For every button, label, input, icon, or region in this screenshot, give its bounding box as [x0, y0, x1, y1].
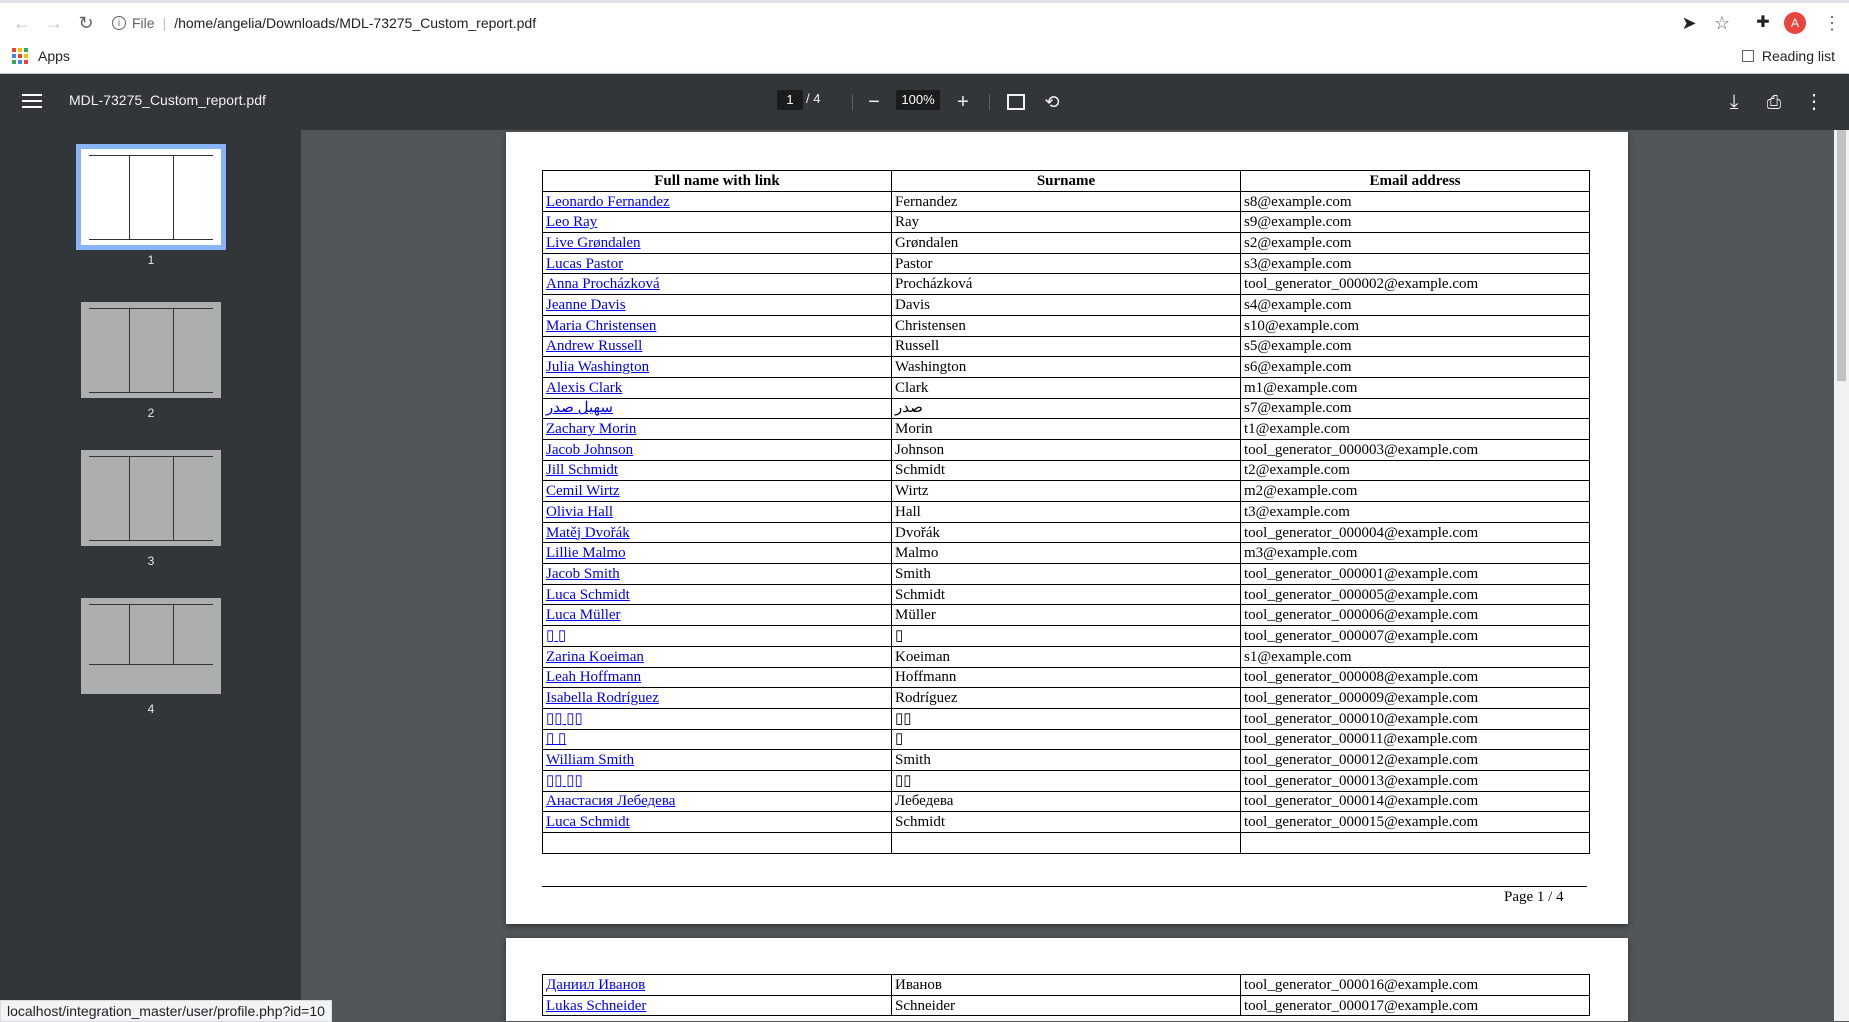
table-row [543, 502, 1590, 523]
table-row [543, 439, 1590, 460]
browser-menu-icon[interactable]: ⋮ [1823, 13, 1841, 33]
full-name-cell[interactable] [543, 191, 892, 212]
email-cell: t2@example.com [1241, 460, 1590, 481]
thumbnail-image [81, 598, 221, 694]
fit-to-page-icon[interactable] [1004, 90, 1028, 114]
forward-icon[interactable]: → [45, 13, 63, 33]
profile-link[interactable]: Luca Schmidt [546, 814, 630, 831]
zoom-out-icon[interactable]: − [868, 91, 880, 113]
profile-link[interactable]: Zachary Morin [546, 421, 637, 438]
surname-cell: ▯ [892, 729, 1241, 750]
profile-link[interactable]: Анастасия Лебедева [546, 793, 676, 810]
apps-grid-icon [12, 48, 28, 64]
full-name-cell[interactable] [543, 708, 892, 729]
profile-link[interactable]: ▯▯ ▯▯ [546, 710, 583, 727]
more-actions-icon[interactable]: ⋮ [1804, 91, 1824, 113]
email-cell: tool_generator_000008@example.com [1241, 667, 1590, 688]
email-cell: s5@example.com [1241, 336, 1590, 357]
full-name-cell[interactable] [543, 377, 892, 398]
thumbnail-label: 3 [147, 554, 155, 568]
footer-rule [542, 886, 1587, 887]
full-name-cell[interactable] [543, 812, 892, 833]
table-row [543, 646, 1590, 667]
profile-link[interactable]: Jacob Smith [546, 565, 620, 582]
thumbnail-image [81, 302, 221, 398]
profile-link[interactable]: Julia Washington [546, 359, 650, 376]
surname-cell: Hoffmann [892, 667, 1241, 688]
table-row [543, 708, 1590, 729]
scrollbar[interactable] [1834, 130, 1849, 1021]
table-row [543, 543, 1590, 564]
profile-link[interactable]: Matěj Dvořák [546, 524, 630, 541]
zoom-in-icon[interactable]: + [957, 91, 969, 113]
full-name-cell[interactable] [543, 295, 892, 316]
full-name-cell[interactable] [543, 357, 892, 378]
report-table [542, 170, 1590, 854]
surname-cell: Wirtz [892, 481, 1241, 502]
table-row [543, 833, 1590, 854]
full-name-cell[interactable] [543, 398, 892, 419]
surname-cell: Malmo [892, 543, 1241, 564]
bookmarks-bar [0, 40, 1849, 74]
table-row [543, 750, 1590, 771]
surname-cell: ▯ [892, 626, 1241, 647]
email-cell: s8@example.com [1241, 191, 1590, 212]
profile-link[interactable]: Isabella Rodríguez [546, 690, 659, 707]
surname-cell: Smith [892, 750, 1241, 771]
email-cell: tool_generator_000001@example.com [1241, 564, 1590, 585]
profile-link[interactable]: Leo Ray [546, 214, 598, 231]
surname-cell: Christensen [892, 315, 1241, 336]
table-row [543, 274, 1590, 295]
full-name-cell[interactable] [543, 253, 892, 274]
email-cell: t1@example.com [1241, 419, 1590, 440]
surname-cell [892, 833, 1241, 854]
table-row [543, 212, 1590, 233]
thumbnail-page-4[interactable] [75, 598, 227, 716]
table-row [543, 605, 1590, 626]
column-header: Full name with link [543, 171, 892, 192]
table-row [543, 419, 1590, 440]
apps-label: Apps [38, 48, 70, 64]
surname-cell: Schmidt [892, 460, 1241, 481]
table-row [543, 584, 1590, 605]
reload-icon[interactable]: ↻ [78, 13, 94, 33]
apps-button[interactable] [12, 46, 70, 66]
toolbar-divider [852, 94, 853, 110]
thumbnail-sidebar [0, 130, 301, 1021]
email-cell: s2@example.com [1241, 233, 1590, 254]
surname-cell: Clark [892, 377, 1241, 398]
table-row [543, 522, 1590, 543]
email-cell: s3@example.com [1241, 253, 1590, 274]
email-cell: tool_generator_000013@example.com [1241, 770, 1590, 791]
full-name-cell[interactable] [543, 729, 892, 750]
table-row [543, 564, 1590, 585]
url-text[interactable]: /home/angelia/Downloads/MDL-73275_Custom_report.pdf [174, 15, 537, 31]
table-row [543, 481, 1590, 502]
surname-cell: Washington [892, 357, 1241, 378]
profile-link[interactable]: Alexis Clark [546, 379, 623, 396]
table-header-row [543, 171, 1590, 192]
surname-cell: Лебедева [892, 791, 1241, 812]
table-row [543, 770, 1590, 791]
thumbnail-image [81, 450, 221, 546]
profile-link[interactable]: ▯▯ ▯▯ [546, 772, 583, 789]
pdf-page-2 [506, 938, 1628, 1021]
address-bar-row [0, 3, 1849, 40]
profile-link[interactable]: Jill Schmidt [546, 462, 619, 479]
surname-cell: ▯▯ [892, 770, 1241, 791]
table-row [543, 688, 1590, 709]
full-name-cell[interactable] [543, 667, 892, 688]
table-row [543, 460, 1590, 481]
surname-cell: Schmidt [892, 584, 1241, 605]
pdf-title: MDL-73275_Custom_report.pdf [69, 92, 266, 108]
full-name-cell[interactable] [543, 584, 892, 605]
thumbnail-image [81, 149, 221, 245]
profile-link[interactable]: Даниил Иванов [546, 976, 646, 993]
surname-cell: Davis [892, 295, 1241, 316]
table-row [543, 191, 1590, 212]
profile-link[interactable]: Anna Procházková [546, 276, 660, 293]
email-cell: tool_generator_000012@example.com [1241, 750, 1590, 771]
email-cell: tool_generator_000005@example.com [1241, 584, 1590, 605]
reading-list-icon [1742, 50, 1754, 62]
email-cell: s7@example.com [1241, 398, 1590, 419]
profile-link[interactable]: Maria Christensen [546, 317, 657, 334]
send-icon[interactable]: ➤ [1681, 13, 1697, 33]
surname-cell: ▯▯ [892, 708, 1241, 729]
thumbnail-label: 1 [147, 253, 155, 267]
table-row [543, 398, 1590, 419]
full-name-cell[interactable] [543, 791, 892, 812]
email-cell: tool_generator_000002@example.com [1241, 274, 1590, 295]
surname-cell: Pastor [892, 253, 1241, 274]
surname-cell: Grøndalen [892, 233, 1241, 254]
table-row [543, 377, 1590, 398]
full-name-cell[interactable] [543, 605, 892, 626]
profile-link[interactable]: Andrew Russell [546, 338, 643, 355]
full-name-cell[interactable] [543, 522, 892, 543]
email-cell: m1@example.com [1241, 377, 1590, 398]
full-name-cell[interactable] [543, 212, 892, 233]
star-icon[interactable]: ☆ [1713, 13, 1731, 33]
email-cell: s9@example.com [1241, 212, 1590, 233]
column-header: Surname [892, 171, 1241, 192]
email-cell [1241, 833, 1590, 854]
page-footer: Page 1 / 4 [1504, 889, 1564, 905]
full-name-cell[interactable] [543, 419, 892, 440]
rotate-icon[interactable]: ⟲ [1044, 92, 1060, 112]
surname-cell: Procházková [892, 274, 1241, 295]
toolbar-divider [989, 94, 990, 110]
full-name-cell[interactable] [543, 460, 892, 481]
thumbnail-page-2[interactable] [75, 302, 227, 420]
page-number-input[interactable]: 1 [777, 90, 803, 110]
surname-cell: Russell [892, 336, 1241, 357]
full-name-cell[interactable] [543, 274, 892, 295]
surname-cell: Rodríguez [892, 688, 1241, 709]
email-cell: tool_generator_000016@example.com [1241, 975, 1590, 996]
download-icon[interactable]: ⤓ [1729, 91, 1739, 113]
pdf-page-1 [506, 132, 1628, 924]
profile-link[interactable]: Jeanne Davis [546, 296, 626, 313]
profile-link[interactable]: Lucas Pastor [546, 255, 624, 272]
profile-link[interactable]: Leah Hoffmann [546, 669, 642, 686]
surname-cell: Schmidt [892, 812, 1241, 833]
profile-link[interactable]: Lillie Malmo [546, 545, 626, 562]
full-name-cell[interactable] [543, 233, 892, 254]
table-row [543, 295, 1590, 316]
surname-cell: Ray [892, 212, 1241, 233]
surname-cell: Müller [892, 605, 1241, 626]
surname-cell: Fernandez [892, 191, 1241, 212]
full-name-cell [543, 833, 892, 854]
profile-link[interactable]: Cemil Wirtz [546, 483, 620, 500]
profile-avatar[interactable]: A [1784, 12, 1806, 34]
full-name-cell[interactable] [543, 975, 892, 996]
profile-link[interactable]: Zarina Koeiman [546, 648, 644, 665]
email-cell: tool_generator_000009@example.com [1241, 688, 1590, 709]
full-name-cell[interactable] [543, 564, 892, 585]
full-name-cell[interactable] [543, 439, 892, 460]
column-header: Email address [1241, 171, 1590, 192]
email-cell: tool_generator_000006@example.com [1241, 605, 1590, 626]
table-row [543, 975, 1590, 996]
omnibox-separator: | [162, 15, 167, 31]
email-cell: tool_generator_000003@example.com [1241, 439, 1590, 460]
full-name-cell[interactable] [543, 315, 892, 336]
table-row [543, 315, 1590, 336]
table-row [543, 626, 1590, 647]
email-cell: tool_generator_000007@example.com [1241, 626, 1590, 647]
table-row [543, 995, 1590, 1016]
page-total: / 4 [806, 91, 821, 106]
pdf-viewer[interactable] [301, 130, 1849, 1021]
print-icon[interactable]: ⎙ [1766, 92, 1782, 112]
profile-link[interactable]: ▯ ▯ [546, 731, 567, 748]
profile-link[interactable]: Live Grøndalen [546, 234, 641, 251]
email-cell: tool_generator_000004@example.com [1241, 522, 1590, 543]
report-table-page-2 [542, 974, 1590, 1016]
email-cell: m2@example.com [1241, 481, 1590, 502]
profile-link[interactable]: Luca Müller [546, 607, 621, 624]
full-name-cell[interactable] [543, 626, 892, 647]
email-cell: s4@example.com [1241, 295, 1590, 316]
full-name-cell[interactable] [543, 770, 892, 791]
back-icon[interactable]: ← [13, 13, 31, 33]
profile-link[interactable]: Luca Schmidt [546, 586, 630, 603]
email-cell: tool_generator_000015@example.com [1241, 812, 1590, 833]
surname-cell: Koeiman [892, 646, 1241, 667]
full-name-cell[interactable] [543, 543, 892, 564]
surname-cell: Johnson [892, 439, 1241, 460]
profile-link[interactable]: Jacob Johnson [546, 441, 634, 458]
thumbnail-label: 4 [147, 702, 155, 716]
table-row [543, 233, 1590, 254]
surname-cell: Hall [892, 502, 1241, 523]
surname-cell: Schneider [892, 995, 1241, 1016]
scrollbar-thumb[interactable] [1837, 130, 1846, 381]
full-name-cell[interactable] [543, 995, 892, 1016]
reading-list-button[interactable] [1742, 46, 1835, 66]
pdf-toolbar [0, 74, 1849, 130]
table-row [543, 812, 1590, 833]
profile-link[interactable]: Olivia Hall [546, 503, 614, 520]
surname-cell: Morin [892, 419, 1241, 440]
sidebar-menu-icon[interactable] [22, 90, 42, 114]
profile-link[interactable]: ▯ ▯ [546, 627, 567, 644]
extensions-icon[interactable]: ✚ [1756, 14, 1770, 31]
email-cell: tool_generator_000014@example.com [1241, 791, 1590, 812]
full-name-cell[interactable] [543, 502, 892, 523]
full-name-cell[interactable] [543, 688, 892, 709]
surname-cell: صدر [892, 398, 1241, 419]
full-name-cell[interactable] [543, 646, 892, 667]
info-icon[interactable]: i [112, 16, 126, 30]
email-cell: s1@example.com [1241, 646, 1590, 667]
surname-cell: Dvořák [892, 522, 1241, 543]
full-name-cell[interactable] [543, 481, 892, 502]
email-cell: s6@example.com [1241, 357, 1590, 378]
thumbnail-page-3[interactable] [75, 450, 227, 568]
zoom-input[interactable]: 100% [896, 90, 940, 110]
email-cell: tool_generator_000017@example.com [1241, 995, 1590, 1016]
profile-link[interactable]: William Smith [546, 752, 635, 769]
table-row [543, 336, 1590, 357]
email-cell: s10@example.com [1241, 315, 1590, 336]
surname-cell: Иванов [892, 975, 1241, 996]
table-row [543, 667, 1590, 688]
status-bubble: localhost/integration_master/user/profile.php?id=10 [0, 1000, 332, 1022]
table-row [543, 729, 1590, 750]
email-cell: tool_generator_000010@example.com [1241, 708, 1590, 729]
table-row [543, 791, 1590, 812]
full-name-cell[interactable] [543, 750, 892, 771]
full-name-cell[interactable] [543, 336, 892, 357]
email-cell: t3@example.com [1241, 502, 1590, 523]
email-cell: tool_generator_000011@example.com [1241, 729, 1590, 750]
reading-list-label: Reading list [1761, 48, 1835, 64]
profile-link[interactable]: Leonardo Fernandez [546, 193, 670, 210]
profile-link[interactable]: Lukas Schneider [546, 997, 647, 1014]
table-row [543, 357, 1590, 378]
thumbnail-label: 2 [147, 406, 155, 420]
surname-cell: Smith [892, 564, 1241, 585]
profile-link[interactable]: سهیل صدر [546, 400, 613, 417]
thumbnail-page-1[interactable] [75, 149, 227, 267]
site-label: File [132, 15, 155, 31]
omnibox[interactable] [112, 12, 536, 34]
table-row [543, 253, 1590, 274]
email-cell: m3@example.com [1241, 543, 1590, 564]
